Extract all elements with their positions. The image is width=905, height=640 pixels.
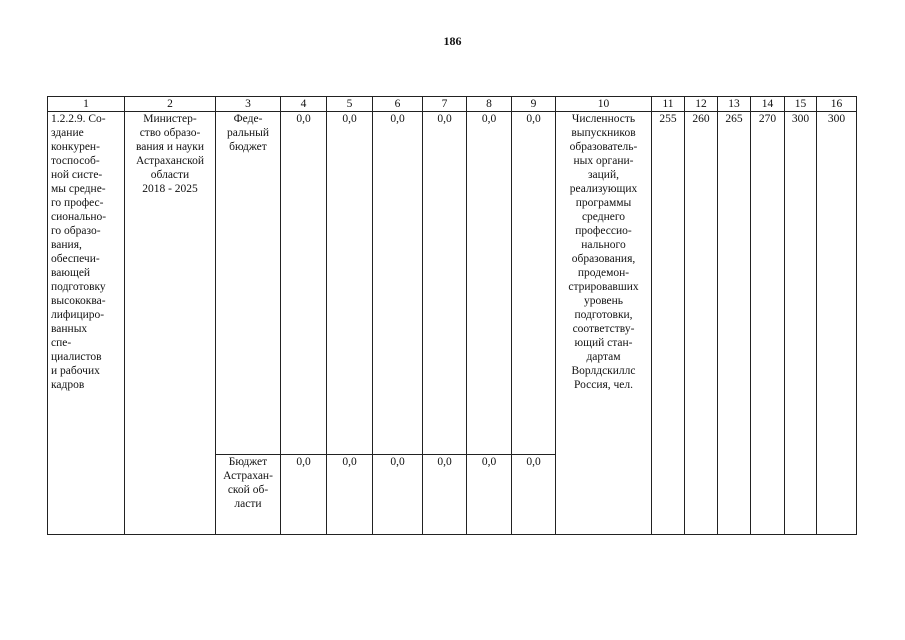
funding-cell: 0,0 xyxy=(512,455,556,535)
funding-cell: 0,0 xyxy=(373,112,423,455)
source-name-cell: Феде- ральный бюджет xyxy=(216,112,281,455)
target-cell: 300 xyxy=(817,112,857,535)
target-cell: 260 xyxy=(685,112,718,535)
column-header: 4 xyxy=(281,97,327,112)
column-header: 9 xyxy=(512,97,556,112)
column-header: 15 xyxy=(785,97,817,112)
funding-cell: 0,0 xyxy=(281,455,327,535)
program-table xyxy=(47,96,857,535)
funding-cell: 0,0 xyxy=(512,112,556,455)
target-cell: 270 xyxy=(751,112,785,535)
measure-cell: 1.2.2.9. Со- здание конкурен- тоспособ- ной систе- мы средне- го профес- сионально- го образо- вания, обеспечи- вающей подготовку высококва- лифициро- ванных спе- циалистов и рабочих кадров xyxy=(48,112,125,535)
column-header: 11 xyxy=(652,97,685,112)
target-cell: 265 xyxy=(718,112,751,535)
column-header: 5 xyxy=(327,97,373,112)
column-header: 3 xyxy=(216,97,281,112)
column-header: 2 xyxy=(125,97,216,112)
funding-cell: 0,0 xyxy=(423,112,467,455)
target-cell: 300 xyxy=(785,112,817,535)
indicator-cell: Численность выпускников образователь- ных органи- заций, реализующих программы среднего профессио- нального образования, продемон- стрировавших уровень подготовки, соответству- ющий стан- дартам Ворлдскиллс Россия, чел. xyxy=(556,112,652,535)
funding-cell: 0,0 xyxy=(327,455,373,535)
column-header: 6 xyxy=(373,97,423,112)
funding-cell: 0,0 xyxy=(327,112,373,455)
column-header: 14 xyxy=(751,97,785,112)
funding-cell: 0,0 xyxy=(281,112,327,455)
column-header: 1 xyxy=(48,97,125,112)
header-row xyxy=(48,97,857,112)
source-name-cell: Бюджет Астрахан- ской об- ласти xyxy=(216,455,281,535)
column-header: 10 xyxy=(556,97,652,112)
funding-cell: 0,0 xyxy=(423,455,467,535)
column-header: 7 xyxy=(423,97,467,112)
funding-cell: 0,0 xyxy=(467,112,512,455)
funding-cell: 0,0 xyxy=(373,455,423,535)
target-cell: 255 xyxy=(652,112,685,535)
column-header: 12 xyxy=(685,97,718,112)
column-header: 16 xyxy=(817,97,857,112)
table-row xyxy=(48,112,857,455)
column-header: 13 xyxy=(718,97,751,112)
column-header: 8 xyxy=(467,97,512,112)
executor-cell: Министер- ство образо- вания и науки Астраханской области 2018 - 2025 xyxy=(125,112,216,535)
page-number: 186 xyxy=(443,34,462,48)
funding-cell: 0,0 xyxy=(467,455,512,535)
